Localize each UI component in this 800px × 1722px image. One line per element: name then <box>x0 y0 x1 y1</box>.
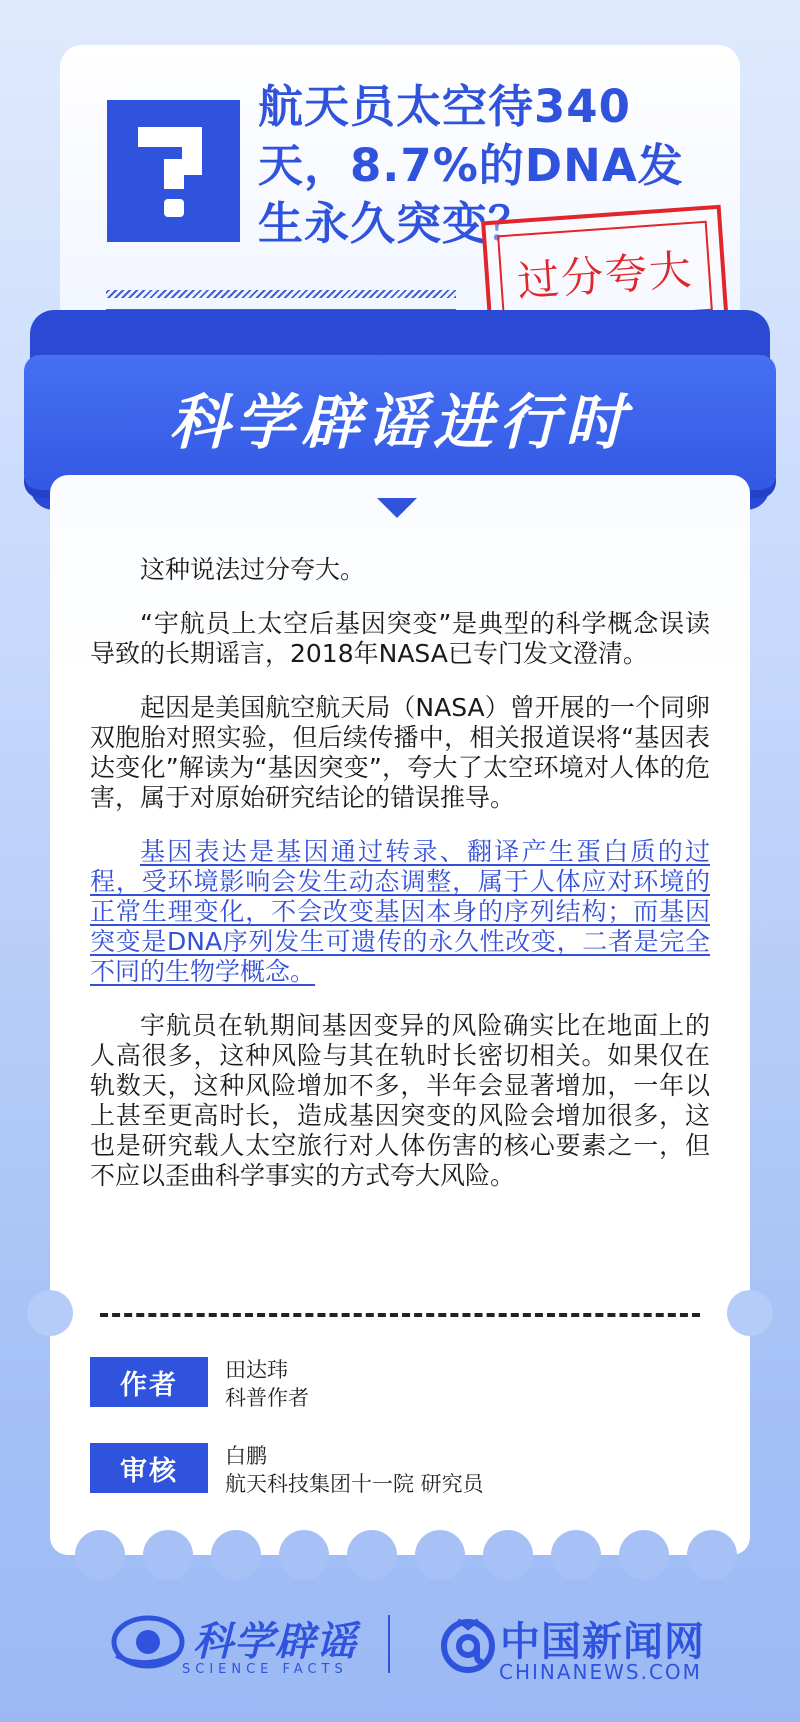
scallop <box>415 1530 465 1580</box>
science-facts-logo-icon <box>108 1612 188 1676</box>
down-triangle-icon <box>377 498 417 518</box>
article-paragraph: 宇航员在轨期间基因变异的风险确实比在地面上的人高很多，这种风险与其在轨时长密切相关。如果仅在轨数天，这种风险增加不多，半年会显著增加，一年以上甚至更高时长，造成基因突变的风险会增加很多，这也是研究载人太空旅行对人体伤害的核心要素之一，但不应以歪曲科学事实的方式夸大风险。 <box>90 1011 710 1190</box>
partner-logo-text: 中国新闻网 <box>500 1619 705 1665</box>
reviewer-name: 白鹏 <box>225 1444 267 1468</box>
hatch-divider <box>106 290 456 298</box>
article-paragraph: 起因是美国航空航天局（NASA）曾开展的一个同卵双胞胎对照实验，但后续传播中，相关报道误将“基因表达变化”解读为“基因突变”，夸大了太空环境对人体的危害，属于对原始研究结论的错误推导。 <box>90 693 710 812</box>
dashed-divider <box>100 1313 700 1317</box>
partner-logo-subtitle: CHINANEWS.COM <box>499 1660 702 1684</box>
banner-title: 科学辟谣进行时 <box>169 388 631 458</box>
author-info <box>225 1356 309 1412</box>
headline-title: 航天员太空待340天，8.7%的DNA发生永久突变？ <box>258 80 684 250</box>
article-paragraph: “宇航员上太空后基因突变”是典型的科学概念误读导致的长期谣言，2018年NASA已专门发文澄清。 <box>90 609 710 668</box>
verdict-stamp-text: 过分夸大 <box>497 221 713 325</box>
article-paragraph-highlight[interactable]: 基因表达是基因通过转录、翻译产生蛋白质的过程，受环境影响会发生动态调整，属于人体应对环境的正常生理变化，不会改变基因本身的序列结构；而基因突变是DNA序列发生可遗传的永久性改变，二者是完全不同的生物学概念。 <box>90 837 710 986</box>
article-paragraph: 这种说法过分夸大。 <box>140 555 366 584</box>
scallop <box>347 1530 397 1580</box>
reviewer-info <box>225 1442 484 1498</box>
brand-logo-subtitle: SCIENCE FACTS <box>182 1662 348 1677</box>
ticket-notch-right <box>727 1290 773 1336</box>
scallop <box>143 1530 193 1580</box>
author-title: 科普作者 <box>225 1386 309 1410</box>
scallop <box>619 1530 669 1580</box>
ticket-notch-left <box>27 1290 73 1336</box>
author-tag: 作者 <box>90 1357 208 1407</box>
scallop <box>75 1530 125 1580</box>
author-name: 田达玮 <box>225 1358 288 1382</box>
scallop <box>279 1530 329 1580</box>
scallop <box>687 1530 737 1580</box>
reviewer-tag: 审核 <box>90 1443 208 1493</box>
article-body <box>90 555 710 1215</box>
reviewer-title: 航天科技集团十一院 研究员 <box>225 1472 484 1496</box>
scallop <box>483 1530 533 1580</box>
footer-separator <box>388 1615 390 1673</box>
scallop <box>211 1530 261 1580</box>
scallop <box>551 1530 601 1580</box>
question-mark-icon <box>107 100 240 242</box>
chinanews-logo-icon <box>438 1614 498 1678</box>
brand-logo-text: 科学辟谣 <box>193 1619 357 1665</box>
